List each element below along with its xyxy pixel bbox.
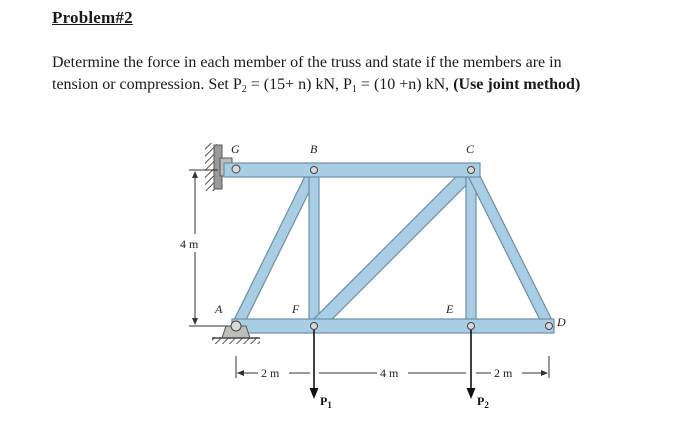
span-label-fe: 4 m	[380, 366, 399, 380]
problem-heading: Problem#2	[52, 8, 133, 27]
member-ce	[466, 170, 476, 326]
span-label-ed: 2 m	[494, 366, 513, 380]
statement-line-2: tension or compression. Set $P_2 = (15+ n)$ kN, $P_1 = (10 +n)$ kN, (Use joint method)	[52, 76, 581, 95]
member-bf	[309, 170, 319, 326]
pin-b	[311, 167, 318, 174]
load-label-p1: $P_1$	[320, 394, 332, 410]
joint-label-c: C	[466, 142, 475, 156]
pin-c	[468, 167, 475, 174]
span-label-af: 2 m	[261, 366, 280, 380]
joint-label-b: B	[310, 142, 318, 156]
member-cd	[466, 168, 554, 329]
truss-members	[224, 163, 554, 333]
joint-label-d: D	[557, 315, 566, 329]
load-arrows	[310, 330, 476, 399]
member-ab	[232, 168, 319, 329]
member-gbc	[224, 163, 480, 177]
pin-f	[311, 323, 318, 330]
method-note: (Use joint method)	[453, 76, 581, 93]
load-label-p2: $P_2$	[477, 394, 489, 410]
member-afed	[232, 319, 554, 333]
height-label: 4 m	[180, 237, 199, 251]
pin-e	[468, 323, 475, 330]
statement-line-1: Determine the force in each member of the truss and state if the members are in	[52, 54, 562, 71]
joint-label-e: E	[446, 302, 454, 316]
pin-d	[546, 323, 553, 330]
joint-label-g: G	[231, 142, 240, 156]
pin-g	[232, 165, 240, 173]
joint-label-f: F	[292, 302, 300, 316]
joint-label-a: A	[215, 302, 223, 316]
